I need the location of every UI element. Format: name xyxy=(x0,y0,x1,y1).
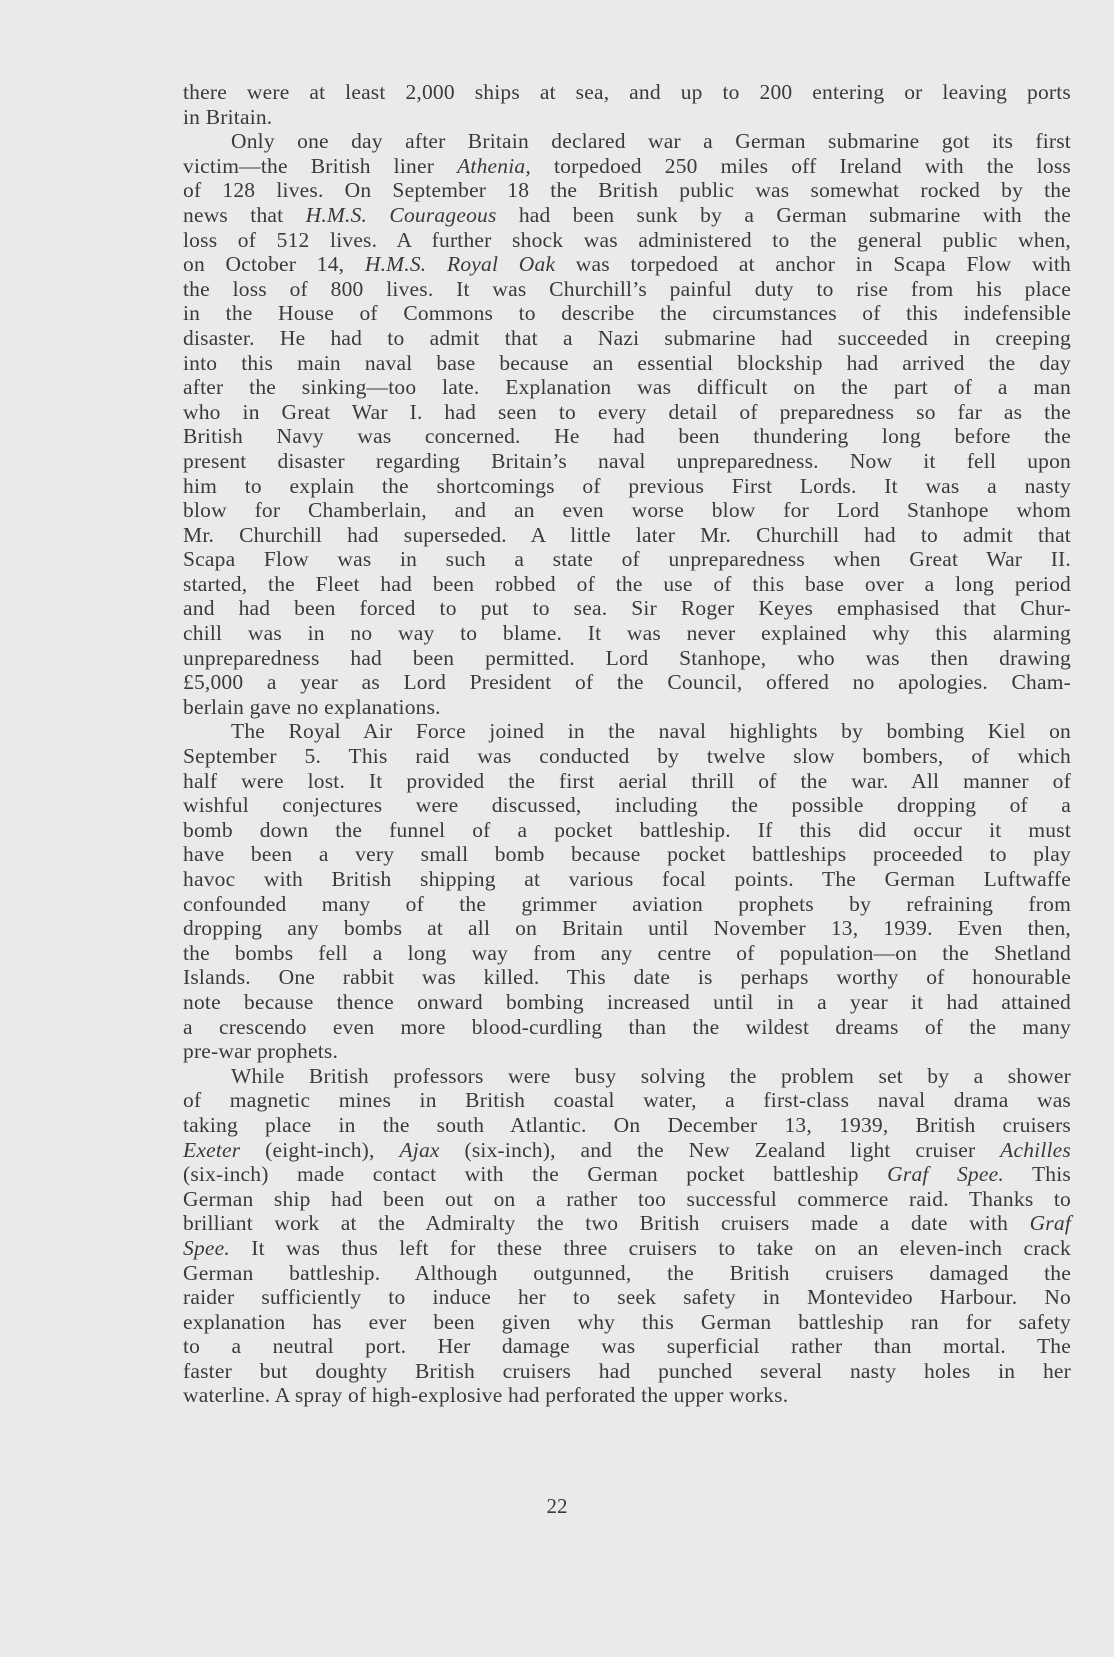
text-line: started, the Fleet had been robbed of the use of this base over a long period xyxy=(183,571,1071,596)
text-line: German ship had been out on a rather too successful commerce raid. Thanks to xyxy=(183,1186,1071,1211)
text-line: disaster. He had to admit that a Nazi submarine had succeeded in creeping xyxy=(183,325,1071,350)
text-line: the bombs fell a long way from any centre of population—on the Shetland xyxy=(183,940,1071,965)
text-line: explanation has ever been given why this German battleship ran for safety xyxy=(183,1309,1071,1334)
text-line: there were at least 2,000 ships at sea, and up to 200 entering or leaving ports xyxy=(183,80,1071,104)
text-line: German battleship. Although outgunned, the British cruisers damaged the xyxy=(183,1260,1071,1285)
text-line: into this main naval base because an essential blockship had arrived the day xyxy=(183,350,1071,375)
italic-phrase: H.M.S. Courageous xyxy=(305,202,497,227)
body-text xyxy=(183,80,1071,1408)
text-line: £5,000 a year as Lord President of the Council, offered no apologies. Cham- xyxy=(183,670,1071,695)
text-line: British Navy was concerned. He had been thundering long before the xyxy=(183,424,1071,449)
text-line: of magnetic mines in British coastal water, a first-class naval drama was xyxy=(183,1088,1071,1113)
text-line: and had been forced to put to sea. Sir Roger Keyes emphasised that Chur- xyxy=(183,596,1071,621)
text-line: in Britain. xyxy=(183,104,273,129)
italic-phrase: Graf xyxy=(1029,1211,1071,1236)
text-line: in the House of Commons to describe the circumstances of this indefensible xyxy=(183,301,1071,326)
text-line: berlain gave no explanations. xyxy=(183,694,441,719)
text-line: victim—the British liner Athenia, torpedoed 250 miles off Ireland with the loss xyxy=(183,153,1071,178)
text-line: Islands. One rabbit was killed. This date is perhaps worthy of honourable xyxy=(183,965,1071,990)
page-number: 22 xyxy=(546,1494,568,1518)
text-line: on October 14, H.M.S. Royal Oak was torpedoed at anchor in Scapa Flow with xyxy=(183,252,1072,277)
text-line: taking place in the south Atlantic. On December 13, 1939, British cruisers xyxy=(183,1112,1071,1137)
text-line: dropping any bombs at all on Britain until November 13, 1939. Even then, xyxy=(183,916,1071,941)
text-line: news that H.M.S. Courageous had been sunk by a German submarine with the xyxy=(183,202,1071,227)
italic-phrase: H.M.S. Royal Oak xyxy=(364,252,556,277)
text-line: While British professors were busy solving the problem set by a shower xyxy=(231,1063,1071,1088)
text-line: confounded many of the grimmer aviation prophets by refraining from xyxy=(183,891,1071,916)
italic-phrase: Spee. xyxy=(183,1235,230,1260)
text-line: of 128 lives. On September 18 the British public was somewhat rocked by the xyxy=(183,178,1071,203)
text-line: wishful conjectures were discussed, including the possible dropping of a xyxy=(183,793,1071,818)
text-line: (six-inch) made contact with the German pocket battleship Graf Spee. This xyxy=(183,1162,1071,1187)
text-line: half were lost. It provided the first aerial thrill of the war. All manner of xyxy=(183,768,1071,793)
italic-phrase: Graf Spee. xyxy=(887,1162,1004,1187)
paragraph xyxy=(183,719,1071,1063)
text-line: brilliant work at the Admiralty the two British cruisers made a date with Graf xyxy=(183,1211,1071,1236)
text-line: unpreparedness had been permitted. Lord Stanhope, who was then drawing xyxy=(183,645,1071,670)
text-line: The Royal Air Force joined in the naval highlights by bombing Kiel on xyxy=(231,719,1071,744)
text-line: loss of 512 lives. A further shock was administered to the general public when, xyxy=(183,227,1071,252)
text-line: raider sufficiently to induce her to seek safety in Montevideo Harbour. No xyxy=(183,1285,1071,1310)
text-line: Only one day after Britain declared war a German submarine got its first xyxy=(231,129,1071,154)
text-line: Scapa Flow was in such a state of unpreparedness when Great War II. xyxy=(183,547,1071,572)
text-line: chill was in no way to blame. It was never explained why this alarming xyxy=(183,621,1071,646)
text-line: have been a very small bomb because pocket battleships proceeded to play xyxy=(183,842,1071,867)
text-line: Mr. Churchill had superseded. A little later Mr. Churchill had to admit that xyxy=(183,522,1071,547)
text-line: who in Great War I. had seen to every detail of preparedness so far as the xyxy=(183,399,1071,424)
paragraph xyxy=(183,1064,1071,1408)
text-line: note because thence onward bombing increased until in a year it had attained xyxy=(183,989,1071,1014)
italic-phrase: Athenia, xyxy=(457,153,531,178)
text-line: a crescendo even more blood-curdling than the wildest dreams of the many xyxy=(183,1014,1071,1039)
text-line: the loss of 800 lives. It was Churchill’s painful duty to rise from his place xyxy=(183,276,1071,301)
text-line: faster but doughty British cruisers had punched several nasty holes in her xyxy=(183,1358,1071,1383)
italic-phrase: Exeter xyxy=(183,1137,241,1162)
text-line: him to explain the shortcomings of previous First Lords. It was a nasty xyxy=(183,473,1071,498)
paragraph xyxy=(183,80,1071,129)
text-line: bomb down the funnel of a pocket battleship. If this did occur it must xyxy=(183,817,1071,842)
text-line: pre-war prophets. xyxy=(183,1039,339,1064)
text-line: Spee. It was thus left for these three cruisers to take on an eleven-inch crack xyxy=(183,1235,1071,1260)
italic-phrase: Achilles xyxy=(1000,1137,1071,1162)
italic-phrase: Ajax xyxy=(399,1137,440,1162)
text-line: September 5. This raid was conducted by twelve slow bombers, of which xyxy=(183,744,1071,769)
text-line: after the sinking—too late. Explanation was difficult on the part of a man xyxy=(183,375,1071,400)
text-line: havoc with British shipping at various focal points. The German Luftwaffe xyxy=(183,867,1071,891)
text-line: present disaster regarding Britain’s naval unpreparedness. Now it fell upon xyxy=(183,448,1071,473)
text-line: blow for Chamberlain, and an even worse blow for Lord Stanhope whom xyxy=(183,498,1071,523)
text-line: waterline. A spray of high-explosive had perforated the upper works. xyxy=(183,1383,789,1408)
paragraph xyxy=(183,129,1071,719)
text-line: Exeter (eight-inch), Ajax (six-inch), and the New Zealand light cruiser Achilles xyxy=(183,1137,1071,1162)
text-line: to a neutral port. Her damage was superficial rather than mortal. The xyxy=(183,1334,1071,1359)
